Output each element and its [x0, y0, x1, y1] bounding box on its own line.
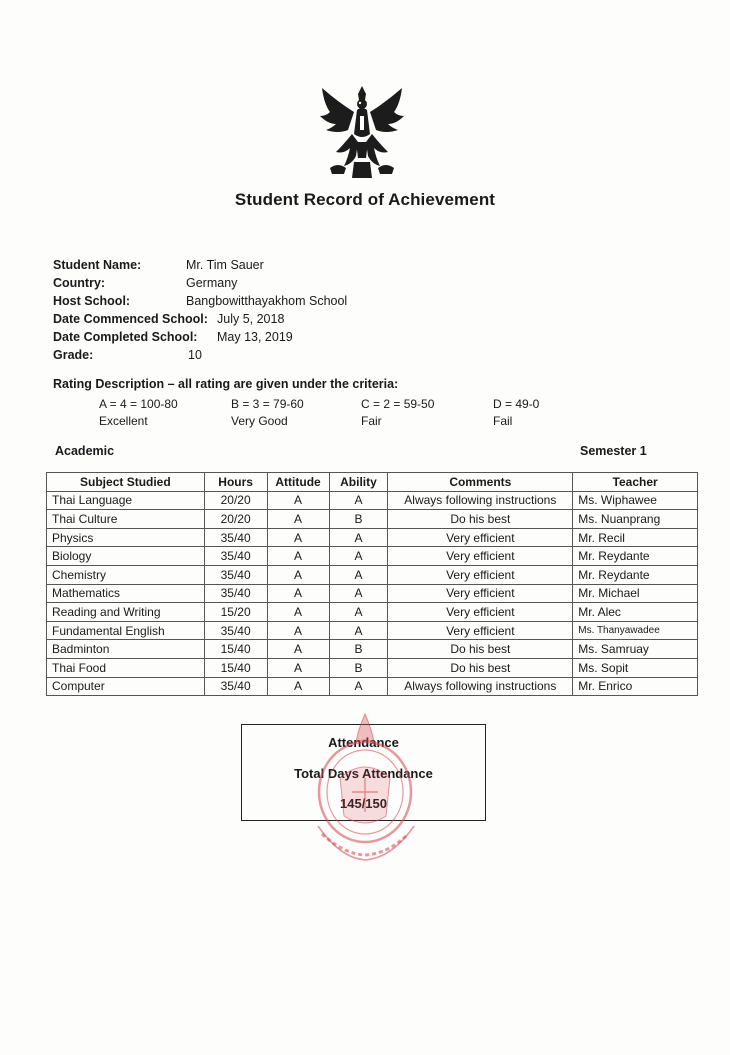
table-row: [47, 677, 698, 696]
rating-heading: Rating Description – all rating are given under the criteria:: [53, 377, 399, 391]
attitude-cell: A: [267, 621, 329, 640]
ability-cell: B: [329, 640, 388, 659]
attendance-title: Attendance: [328, 735, 399, 750]
table-row: [47, 640, 698, 659]
ability-cell: A: [329, 677, 388, 696]
ability-cell: B: [329, 510, 388, 529]
hours-cell: 20/20: [204, 510, 267, 529]
ability-cell: A: [329, 491, 388, 510]
table-row: [47, 528, 698, 547]
hours-cell: 35/40: [204, 528, 267, 547]
teacher-cell: Ms. Wiphawee: [573, 491, 698, 510]
ability-cell: A: [329, 528, 388, 547]
attendance-subtitle: Total Days Attendance: [294, 766, 433, 781]
teacher-cell: Ms. Samruay: [573, 640, 698, 659]
attitude-cell: A: [267, 491, 329, 510]
comments-cell: Very efficient: [388, 547, 573, 566]
teacher-cell: Mr. Recil: [573, 528, 698, 547]
date-completed-value: May 13, 2019: [217, 330, 293, 344]
table-row: [47, 547, 698, 566]
grades-table: [46, 472, 698, 696]
hours-cell: 35/40: [204, 621, 267, 640]
attitude-cell: A: [267, 640, 329, 659]
student-name-label: Student Name:: [53, 258, 142, 272]
comments-cell: Do his best: [388, 510, 573, 529]
teacher-cell: Mr. Alec: [573, 603, 698, 622]
teacher-cell: Ms. Sopit: [573, 658, 698, 677]
header-attitude: Attitude: [267, 473, 329, 492]
ability-cell: A: [329, 621, 388, 640]
ability-cell: A: [329, 603, 388, 622]
comments-cell: Very efficient: [388, 603, 573, 622]
table-header-row: [47, 473, 698, 492]
comments-cell: Very efficient: [388, 528, 573, 547]
rating-range-d: D = 49-0: [493, 397, 540, 411]
subject-cell: Mathematics: [47, 584, 205, 603]
hours-cell: 15/40: [204, 640, 267, 659]
teacher-cell: Ms. Nuanprang: [573, 510, 698, 529]
teacher-cell: Mr. Reydante: [573, 547, 698, 566]
rating-range-b: B = 3 = 79-60: [231, 397, 304, 411]
header-ability: Ability: [329, 473, 388, 492]
subject-cell: Thai Culture: [47, 510, 205, 529]
hours-cell: 35/40: [204, 565, 267, 584]
teacher-cell: Mr. Reydante: [573, 565, 698, 584]
country-value: Germany: [186, 276, 238, 290]
comments-cell: Very efficient: [388, 621, 573, 640]
header-teacher: Teacher: [573, 473, 698, 492]
semester-label: Semester 1: [580, 444, 647, 458]
subject-cell: Computer: [47, 677, 205, 696]
rating-desc-a: Excellent: [99, 414, 148, 428]
subject-cell: Fundamental English: [47, 621, 205, 640]
table-row: [47, 603, 698, 622]
rating-desc-c: Fair: [361, 414, 382, 428]
table-row: [47, 621, 698, 640]
country-label: Country:: [53, 276, 106, 290]
subject-cell: Thai Language: [47, 491, 205, 510]
attendance-value: 145/150: [340, 796, 387, 811]
garuda-emblem-icon: [314, 82, 410, 182]
hours-cell: 35/40: [204, 584, 267, 603]
table-row: [47, 584, 698, 603]
date-commenced-value: July 5, 2018: [217, 312, 285, 326]
document-title: Student Record of Achievement: [234, 190, 496, 209]
subject-cell: Reading and Writing: [47, 603, 205, 622]
attitude-cell: A: [267, 584, 329, 603]
date-commenced-label: Date Commenced School:: [53, 312, 208, 326]
header-hours: Hours: [204, 473, 267, 492]
attitude-cell: A: [267, 565, 329, 584]
ability-cell: A: [329, 547, 388, 566]
table-row: [47, 491, 698, 510]
attitude-cell: A: [267, 510, 329, 529]
attitude-cell: A: [267, 603, 329, 622]
student-name-value: Mr. Tim Sauer: [186, 258, 264, 272]
header-comments: Comments: [388, 473, 573, 492]
teacher-cell: Ms. Thanyawadee: [573, 621, 698, 640]
subject-cell: Chemistry: [47, 565, 205, 584]
comments-cell: Very efficient: [388, 565, 573, 584]
table-row: [47, 658, 698, 677]
teacher-cell: Mr. Michael: [573, 584, 698, 603]
academic-label: Academic: [55, 444, 115, 458]
attendance-box: [241, 724, 486, 821]
comments-cell: Do his best: [388, 640, 573, 659]
rating-range-c: C = 2 = 59-50: [361, 397, 435, 411]
date-completed-label: Date Completed School:: [53, 330, 198, 344]
attitude-cell: A: [267, 677, 329, 696]
rating-desc-b: Very Good: [231, 414, 288, 428]
rating-range-a: A = 4 = 100-80: [99, 397, 178, 411]
hours-cell: 35/40: [204, 677, 267, 696]
host-school-value: Bangbowitthayakhom School: [186, 294, 348, 308]
host-school-label: Host School:: [53, 294, 131, 308]
attitude-cell: A: [267, 658, 329, 677]
subject-cell: Physics: [47, 528, 205, 547]
hours-cell: 20/20: [204, 491, 267, 510]
grade-label: Grade:: [53, 348, 94, 362]
hours-cell: 15/40: [204, 658, 267, 677]
hours-cell: 35/40: [204, 547, 267, 566]
comments-cell: Very efficient: [388, 584, 573, 603]
ability-cell: B: [329, 658, 388, 677]
attitude-cell: A: [267, 547, 329, 566]
subject-cell: Biology: [47, 547, 205, 566]
header-subject: Subject Studied: [47, 473, 205, 492]
hours-cell: 15/20: [204, 603, 267, 622]
table-row: [47, 565, 698, 584]
ability-cell: A: [329, 584, 388, 603]
table-row: [47, 510, 698, 529]
attitude-cell: A: [267, 528, 329, 547]
ability-cell: A: [329, 565, 388, 584]
grade-value: 10: [188, 348, 202, 362]
subject-cell: Badminton: [47, 640, 205, 659]
comments-cell: Always following instructions: [388, 491, 573, 510]
teacher-cell: Mr. Enrico: [573, 677, 698, 696]
rating-desc-d: Fail: [493, 414, 513, 428]
subject-cell: Thai Food: [47, 658, 205, 677]
comments-cell: Do his best: [388, 658, 573, 677]
comments-cell: Always following instructions: [388, 677, 573, 696]
